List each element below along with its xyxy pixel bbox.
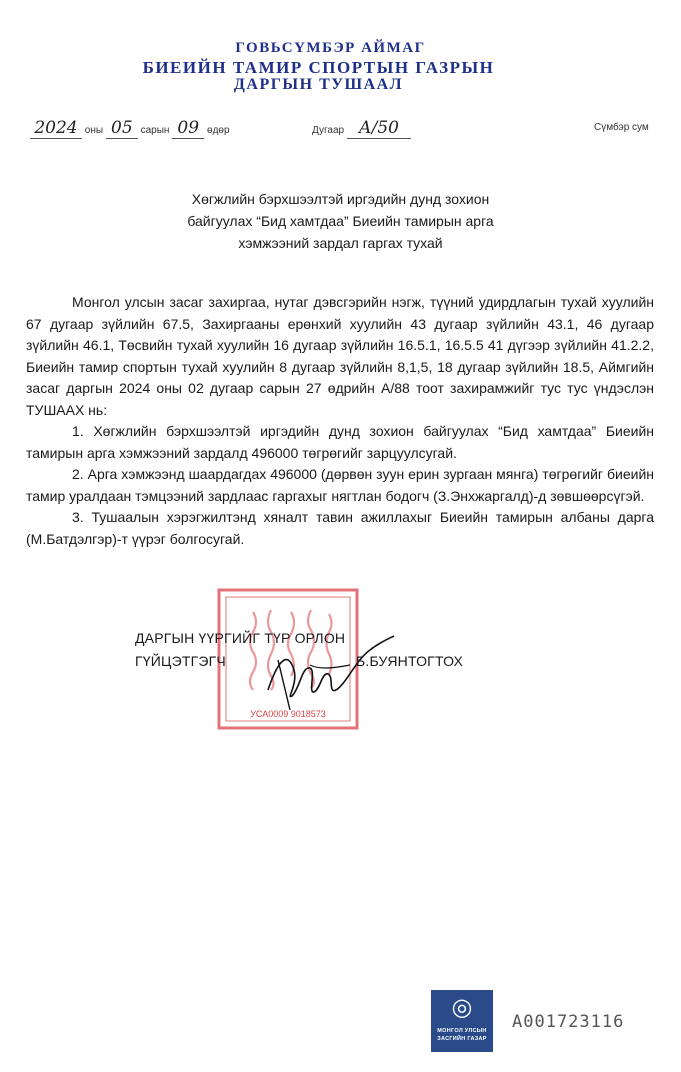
stamp-code: УСА0009 9018573: [250, 709, 326, 719]
soyombo-icon: ◎: [451, 994, 473, 1021]
preamble-paragraph: Монгол улсын засаг захиргаа, нутаг дэвсгэрийн нэгж, түүний удирдлагын тухай хуулийн 67 дугаар зүйлийн 67.5, Захиргааны ерөнхий хуулийн 43 дугаар зүйлийн 43.1, 46 дугаар зүйлийн 46.1, Төсвийн тухай хуулийн 16 дугаар зүйлийн 16.5.1, 16.5.5 41 дүгээр зүйлийн 41.2.2, Биеийн тамир спортын тухай хуулийн 8 дугаар зүйлийн 8,1,5, 18 дугаар зүйлийн 18.5, Аймгийн засаг даргын 2024 оны 02 дугаар сарын 27 өдрийн А/88 тоот захирамжийг тус тус үндэслэн ТУШААХ нь:: [26, 294, 654, 418]
year-handwritten: 2024: [30, 118, 82, 139]
number-handwritten: А/50: [347, 118, 411, 139]
order-item-2: 2. Арга хэмжээнд шаардагдах 496000 (дөрвөн зуун ерин зургаан мянга) төгрөгийг биеийн тамир уралдаан тэмцээний зардлаас гаргахыг нягтлан бодогч (З.Энхжаргалд)-д зөвшөөрсүгэй.: [26, 466, 654, 504]
day-handwritten: 09: [172, 118, 204, 139]
title-line-1: Хөгжлийн бэрхшээлтэй иргэдийн дунд зохион: [191, 191, 490, 207]
title-line-3: хэмжээний зардал гаргах тухай: [238, 235, 443, 251]
signatory-name: Б.БУЯНТОГТОХ: [356, 653, 464, 669]
month-label: сарын: [140, 125, 170, 136]
document-body: [26, 292, 654, 550]
place-label: Сүмбэр сум: [594, 122, 649, 133]
day-label: өдөр: [207, 125, 230, 136]
header-line-agency: БИЕИЙН ТАМИР СПОРТЫН ГАЗРЫН: [142, 58, 495, 77]
emblem-text-line-2: ЗАСГИЙН ГАЗАР: [437, 1036, 487, 1042]
serial-number: А001723116: [512, 1012, 625, 1032]
month-handwritten: 05: [106, 118, 138, 139]
order-item-1: 1. Хөгжлийн бэрхшээлтэй иргэдийн дунд зохион байгуулах “Бид хамтдаа” Биеийн тамирын арга хэмжээний зардалд 496000 төгрөгийг зарцуулсугай.: [26, 423, 654, 461]
emblem-text-line-1: МОНГОЛ УЛСЫН: [437, 1028, 487, 1034]
document-title: [0, 188, 681, 254]
title-line-2: байгуулах “Бид хамтдаа” Биеийн тамирын арга: [187, 213, 494, 229]
header-line-aimag: ГОВЬСҮМБЭР АЙМАГ: [235, 40, 426, 56]
number-label: Дугаар: [312, 125, 345, 136]
handwritten-signature: [248, 620, 408, 720]
order-item-3: 3. Тушаалын хэрэгжилтэнд хяналт тавин ажиллахыг Биеийн тамирын албаны дарга (М.Батдэлгэр)-т үүрэг болгосугай.: [26, 509, 654, 547]
year-label: оны: [84, 125, 104, 136]
date-line: [30, 118, 230, 139]
number-line: [312, 118, 411, 139]
signatory-title-line-2: ГҮЙЦЭТГЭГЧ: [135, 653, 226, 669]
government-emblem: [431, 990, 493, 1052]
signatory-title-line-1: ДАРГЫН ҮҮРГИЙГ ТҮР ОРЛОН: [135, 630, 346, 646]
header-line-order: ДАРГЫН ТУШААЛ: [233, 76, 404, 93]
